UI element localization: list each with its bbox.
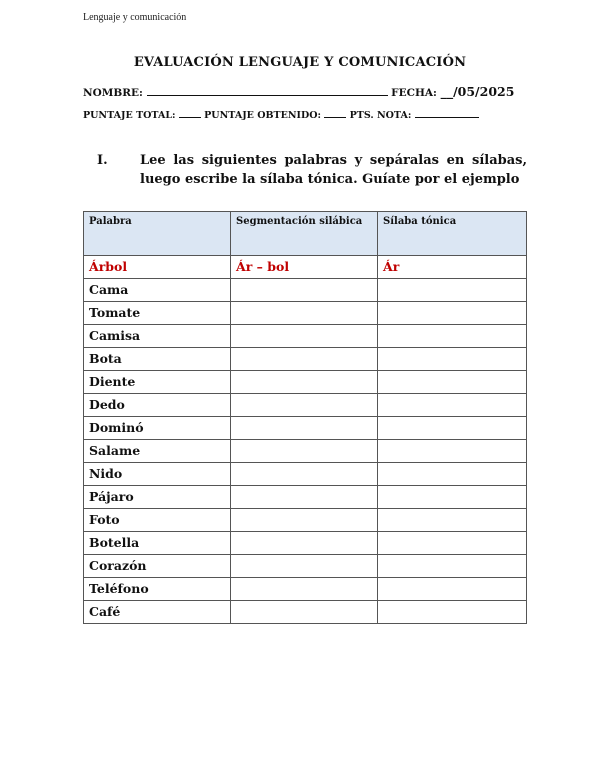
example-row: [84, 256, 527, 279]
segmentacion-answer-cell[interactable]: [231, 532, 378, 555]
tonica-answer-cell[interactable]: [378, 509, 527, 532]
word-cell: Dedo: [84, 394, 231, 417]
puntaje-total-field[interactable]: [179, 108, 201, 118]
header-silaba-tonica: Sílaba tónica: [378, 212, 527, 256]
instruction-number: I.: [97, 153, 108, 168]
table-row: [84, 486, 527, 509]
segmentacion-answer-cell[interactable]: [231, 601, 378, 624]
table-row: [84, 601, 527, 624]
fecha-label: FECHA:: [391, 87, 437, 99]
tonica-answer-cell[interactable]: [378, 601, 527, 624]
segmentacion-answer-cell[interactable]: [231, 440, 378, 463]
tonica-answer-cell[interactable]: [378, 325, 527, 348]
word-cell: Café: [84, 601, 231, 624]
tonica-answer-cell[interactable]: [378, 486, 527, 509]
table-row: [84, 325, 527, 348]
tonica-answer-cell[interactable]: [378, 302, 527, 325]
example-palabra: Árbol: [84, 256, 231, 279]
table-row: [84, 463, 527, 486]
running-header: Lenguaje y comunicación: [83, 12, 187, 23]
tonica-answer-cell[interactable]: [378, 463, 527, 486]
nombre-field[interactable]: [147, 85, 388, 96]
word-cell: Botella: [84, 532, 231, 555]
tonica-answer-cell[interactable]: [378, 348, 527, 371]
puntaje-obtenido-label: PUNTAJE OBTENIDO:: [204, 110, 321, 121]
word-cell: Camisa: [84, 325, 231, 348]
word-cell: Cama: [84, 279, 231, 302]
segmentacion-answer-cell[interactable]: [231, 279, 378, 302]
word-cell: Nido: [84, 463, 231, 486]
tonica-answer-cell[interactable]: [378, 555, 527, 578]
example-segmentacion: Ár – bol: [231, 256, 378, 279]
table-row: [84, 302, 527, 325]
segmentacion-answer-cell[interactable]: [231, 417, 378, 440]
tonica-answer-cell[interactable]: [378, 371, 527, 394]
tonica-answer-cell[interactable]: [378, 279, 527, 302]
table-row: [84, 509, 527, 532]
segmentacion-answer-cell[interactable]: [231, 578, 378, 601]
word-cell: Dominó: [84, 417, 231, 440]
pts-nota-label: PTS. NOTA:: [349, 110, 412, 121]
nombre-label: NOMBRE:: [83, 87, 143, 99]
word-cell: Diente: [84, 371, 231, 394]
instruction-block: [97, 151, 527, 189]
example-tonica: Ár: [378, 256, 527, 279]
word-cell: Bota: [84, 348, 231, 371]
table-row: [84, 371, 527, 394]
tonica-answer-cell[interactable]: [378, 440, 527, 463]
word-cell: Tomate: [84, 302, 231, 325]
tonica-answer-cell[interactable]: [378, 417, 527, 440]
segmentacion-answer-cell[interactable]: [231, 371, 378, 394]
word-cell: Pájaro: [84, 486, 231, 509]
score-line: [83, 108, 479, 121]
nota-field[interactable]: [415, 108, 479, 118]
table-row: [84, 279, 527, 302]
segmentacion-answer-cell[interactable]: [231, 463, 378, 486]
instruction-text: Lee las siguientes palabras y sepáralas en sílabas, luego escribe la sílaba tónica. Guíate por el ejemplo: [140, 153, 527, 187]
table-row: [84, 394, 527, 417]
header-palabra: Palabra: [84, 212, 231, 256]
table-row: [84, 555, 527, 578]
word-cell: Teléfono: [84, 578, 231, 601]
segmentacion-answer-cell[interactable]: [231, 509, 378, 532]
table-row: [84, 348, 527, 371]
page-title: EVALUACIÓN LENGUAJE Y COMUNICACIÓN: [133, 55, 467, 70]
segmentacion-answer-cell[interactable]: [231, 348, 378, 371]
tonica-answer-cell[interactable]: [378, 578, 527, 601]
table-row: [84, 440, 527, 463]
fecha-value[interactable]: __/05/2025: [440, 84, 515, 99]
puntaje-total-label: PUNTAJE TOTAL:: [83, 110, 176, 121]
puntaje-obtenido-field[interactable]: [324, 108, 346, 118]
segmentacion-answer-cell[interactable]: [231, 325, 378, 348]
header-segmentacion: Segmentación silábica: [231, 212, 378, 256]
segmentacion-answer-cell[interactable]: [231, 486, 378, 509]
segmentacion-answer-cell[interactable]: [231, 555, 378, 578]
name-date-line: [83, 84, 514, 99]
table-row: [84, 417, 527, 440]
syllable-table: [83, 211, 527, 624]
table-row: [84, 532, 527, 555]
tonica-answer-cell[interactable]: [378, 394, 527, 417]
table-header-row: [84, 212, 527, 256]
word-cell: Foto: [84, 509, 231, 532]
word-cell: Salame: [84, 440, 231, 463]
tonica-answer-cell[interactable]: [378, 532, 527, 555]
segmentacion-answer-cell[interactable]: [231, 302, 378, 325]
word-cell: Corazón: [84, 555, 231, 578]
segmentacion-answer-cell[interactable]: [231, 394, 378, 417]
table-row: [84, 578, 527, 601]
